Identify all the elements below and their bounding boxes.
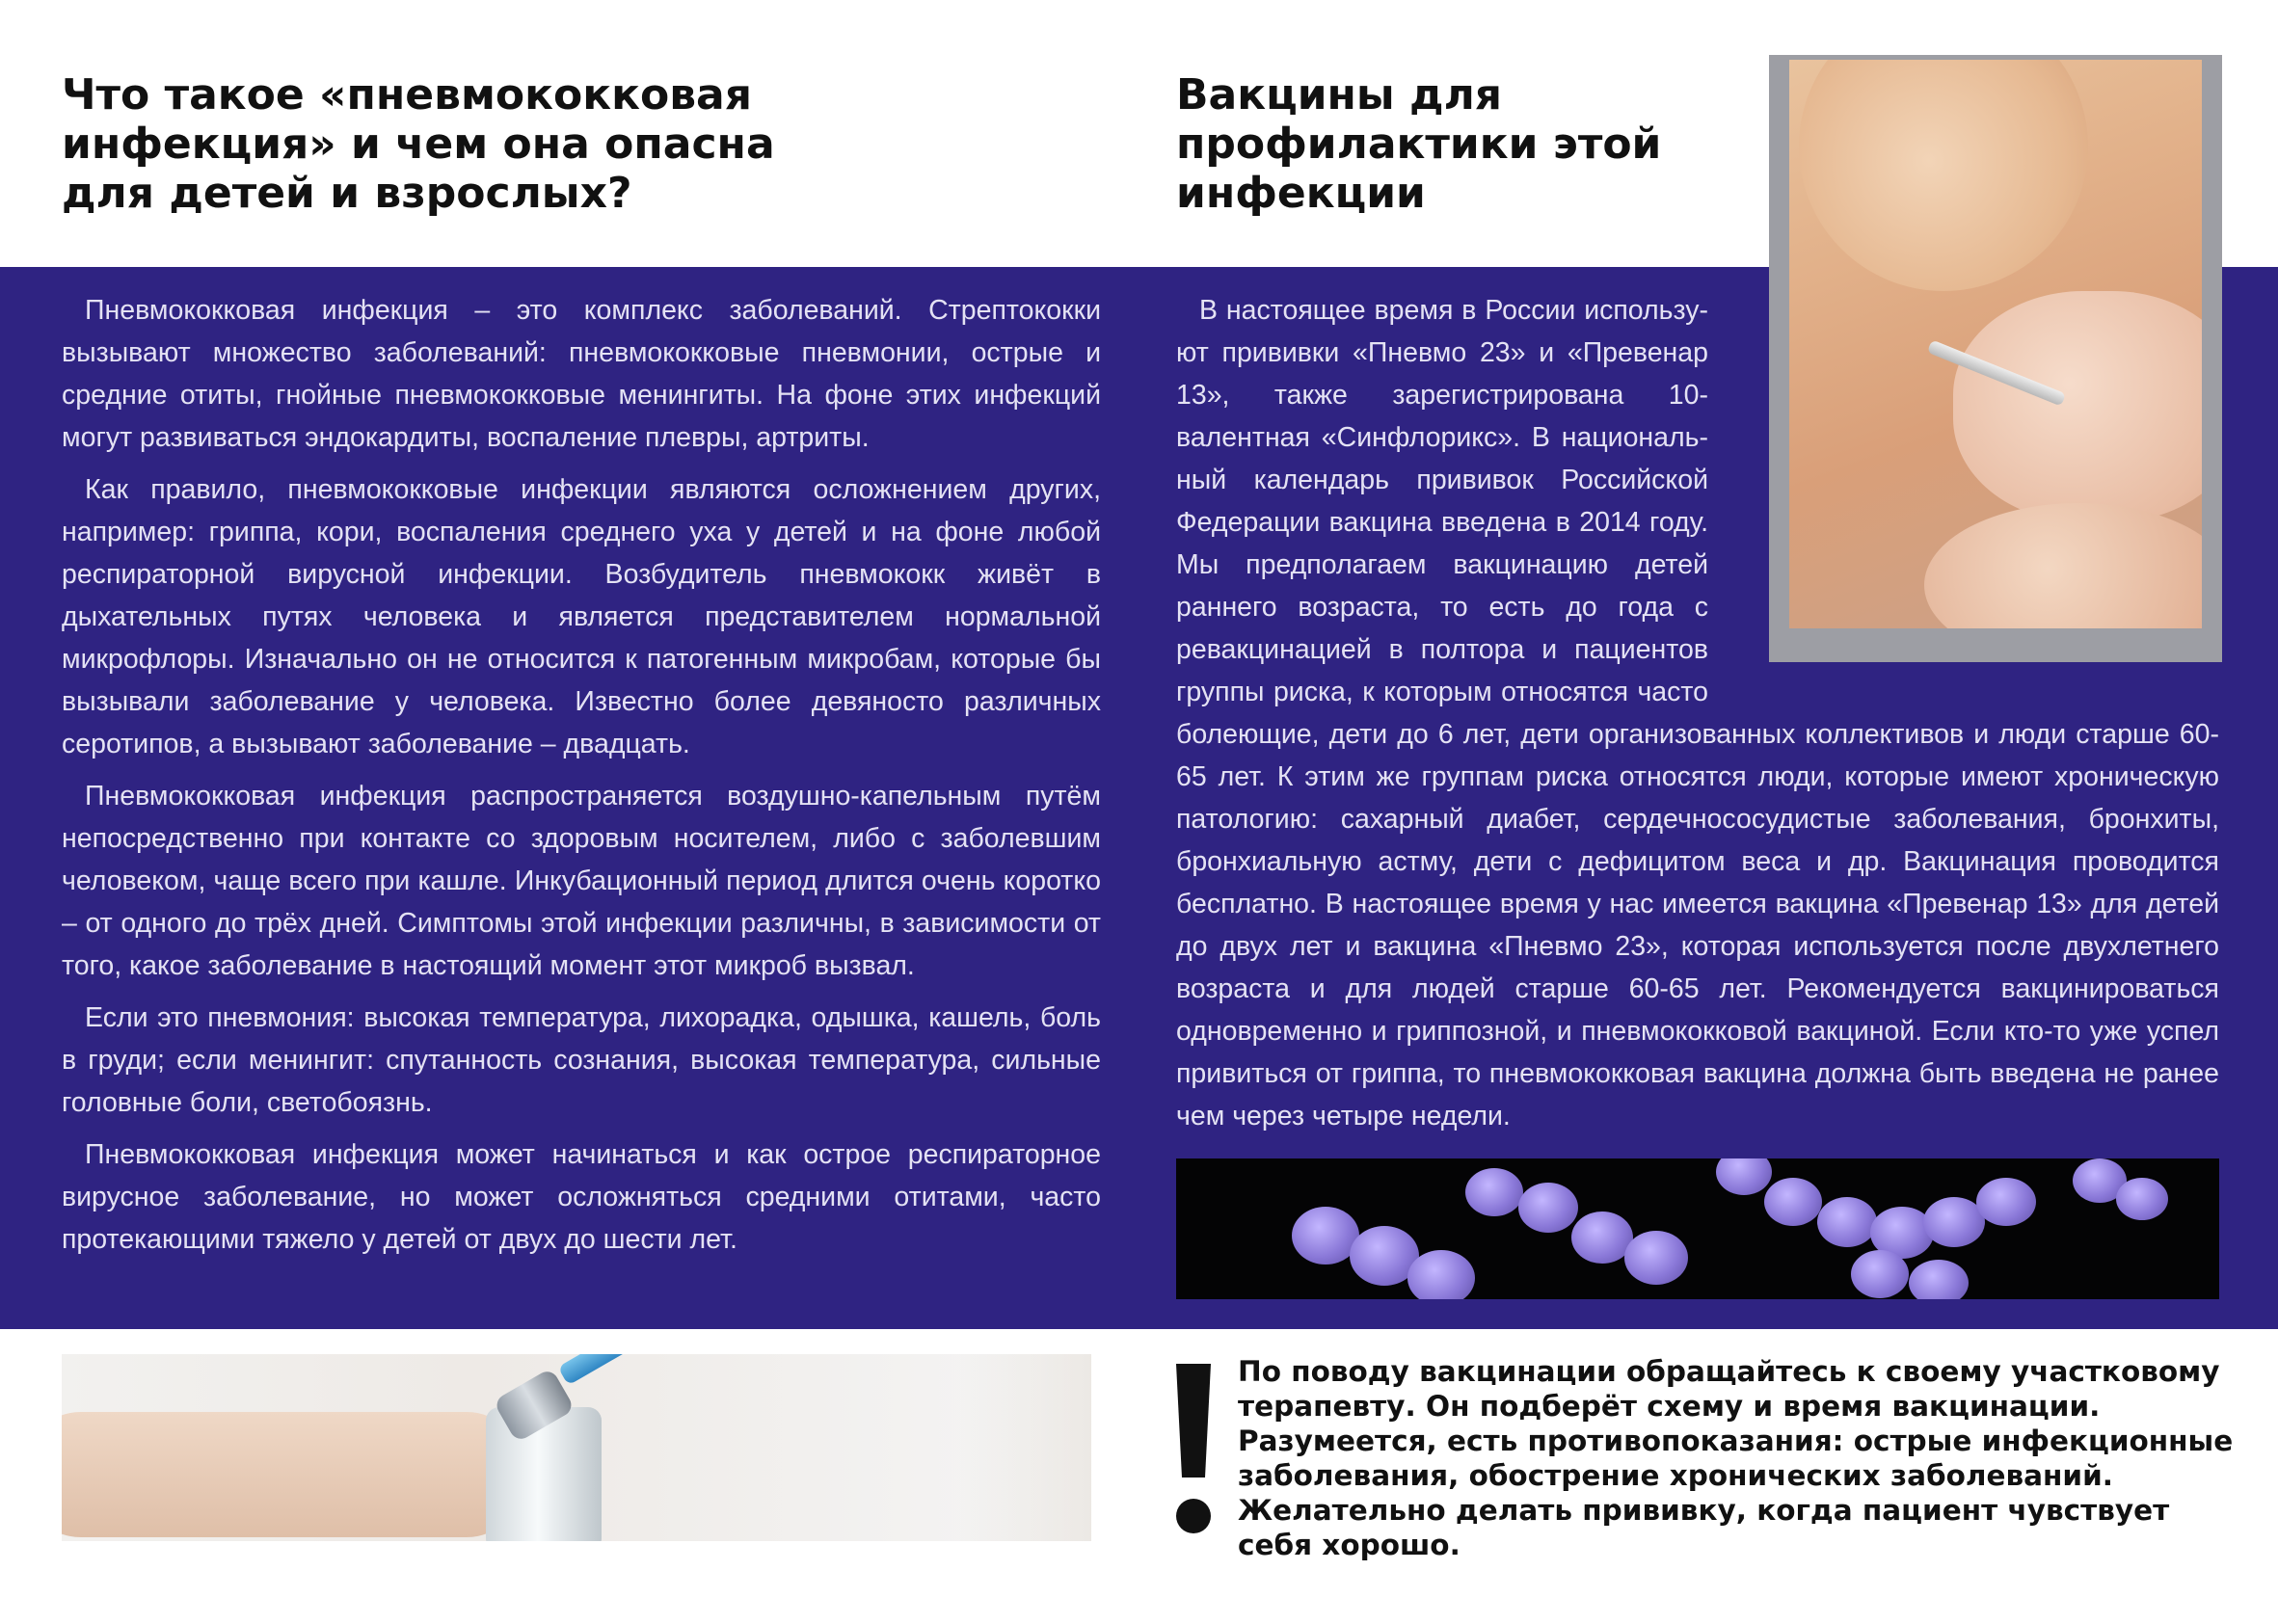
consultation-note: По поводу вакцинации обращайтесь к своему участковому терапевту. Он подберёт схему и время вакцинации. Разумеется, есть противопоказания: острые инфекционные заболевания, обострение хронических заболеваний. Желательно делать прививку, когда пациент чувствует себя хорошо.	[1238, 1355, 2234, 1561]
heading-line: Вакцины для	[1176, 70, 1503, 120]
paragraph: Пневмококковая инфекция может начинаться и как острое респираторное вирусное заболевание, но может осложняться средними отитами, часто протекающими тяжело у детей от двух до шести лет.	[62, 1139, 1101, 1255]
paragraph: Если это пневмония: высокая температура, лихорадка, одышка, кашель, боль в груди; если менингит: спутанность сознания, высокая температура, сильные головные боли, светобоязнь.	[62, 1002, 1101, 1118]
left-text-column	[62, 289, 1101, 1270]
finger-shape	[62, 1412, 524, 1537]
heading-line: для детей и взрослых?	[62, 169, 632, 218]
left-heading	[62, 70, 794, 218]
heading-line: инфекция» и чем она опасна	[62, 120, 775, 169]
syringe-shape	[558, 1354, 786, 1386]
paragraph: Пневмококковая инфекция распространяется воздушно-капельным путём непосредственно при контакте со здоровым носителем, либо с заболевшим человеком, чаще всего при кашле. Инкубационный период длится очень коротко – от одного до трёх дней. Симптомы этой инфекции различны, в зависимости от того, какое заболевание в настоящий момент этот микроб вызвал.	[62, 781, 1101, 981]
bacterium	[1465, 1168, 1523, 1216]
bacterium	[1851, 1250, 1909, 1298]
paragraph: Пневмококковая инфекция – это комплекс заболеваний. Стрептококки вызывают множество заболеваний: пневмококковые пневмонии, острые и средние отиты, гнойные пневмококковые менингиты. На фоне этих инфекций могут развиваться эндокардиты, воспаление плевры, артриты.	[62, 295, 1101, 453]
bacterium	[1976, 1178, 2036, 1226]
baby-head-shape	[1799, 60, 2088, 291]
paragraph: В настоящее время в России используют прививки «Пневмо 23» и «Превенар 13», также зарегистрирована 10-валентная «Синфлорикс». В национальный календарь прививок Российской Федерации вакцина введена в 2014 году. Мы предполагаем вакцинацию детей раннего возраста, то есть до года с ревакцинацией в полтора и пациентов группы риска, к которым относятся часто болеющие, дети до 6 лет, дети организованных коллективов и люди старше 60-65 лет. К этим же группам риска относятся люди, которые имеют хроническую патологию: сахарный диабет, сердечнососудистые заболевания, бронхиты, бронхиальную астму, дети с дефицитом веса и др. Вакцинация проводится бесплатно. В настоящее время у нас имеется вакцина «Превенар 13» для детей до двух лет и вакцина «Пневмо 23», которая используется после двухлетнего возраста и для людей старше 60-65 лет. Рекомендуется вакцинироваться одновременно и гриппозной, и пневмококковой вакциной. Если кто-то уже успел привиться от гриппа, то пневмококковая вакцина должна быть введена не ранее чем через четыре недели.	[1176, 295, 2219, 1131]
paragraph: Как правило, пневмококковые инфекции являются осложнением других, например: гриппа, кори, воспаления среднего уха у детей и на фоне любой респираторной вирусной инфекции. Возбудитель пневмококк живёт в дыхательных путях человека и является представителем нормальной микрофлоры. Изначально он не относится к патогенным микробам, которые бы вызывали заболевание у человека. Известно более девяносто различных серотипов, а вызывают заболевание – двадцать.	[62, 474, 1101, 759]
bacterium	[1764, 1178, 1822, 1226]
hand-shape	[1924, 503, 2202, 628]
bacterium	[1716, 1158, 1772, 1195]
exclamation-icon	[1174, 1364, 1213, 1537]
heading-line: Что такое «пневмококковая	[62, 70, 752, 120]
heading-line: инфекции	[1176, 169, 1426, 218]
baby-vaccination-photo	[1789, 60, 2202, 628]
bacteria-image	[1176, 1158, 2219, 1299]
right-heading	[1176, 70, 1716, 218]
bacterium	[1407, 1250, 1475, 1299]
bacterium	[1624, 1231, 1688, 1285]
bacterium	[1817, 1197, 1877, 1247]
bacterium	[1909, 1260, 1969, 1299]
heading-line: профилактики этой	[1176, 120, 1662, 169]
injection-vial-photo	[62, 1354, 1091, 1541]
hand-shape	[1953, 291, 2202, 522]
bacterium	[2116, 1178, 2168, 1220]
bacterium	[1518, 1183, 1578, 1233]
glove-shape	[958, 1354, 1091, 1541]
